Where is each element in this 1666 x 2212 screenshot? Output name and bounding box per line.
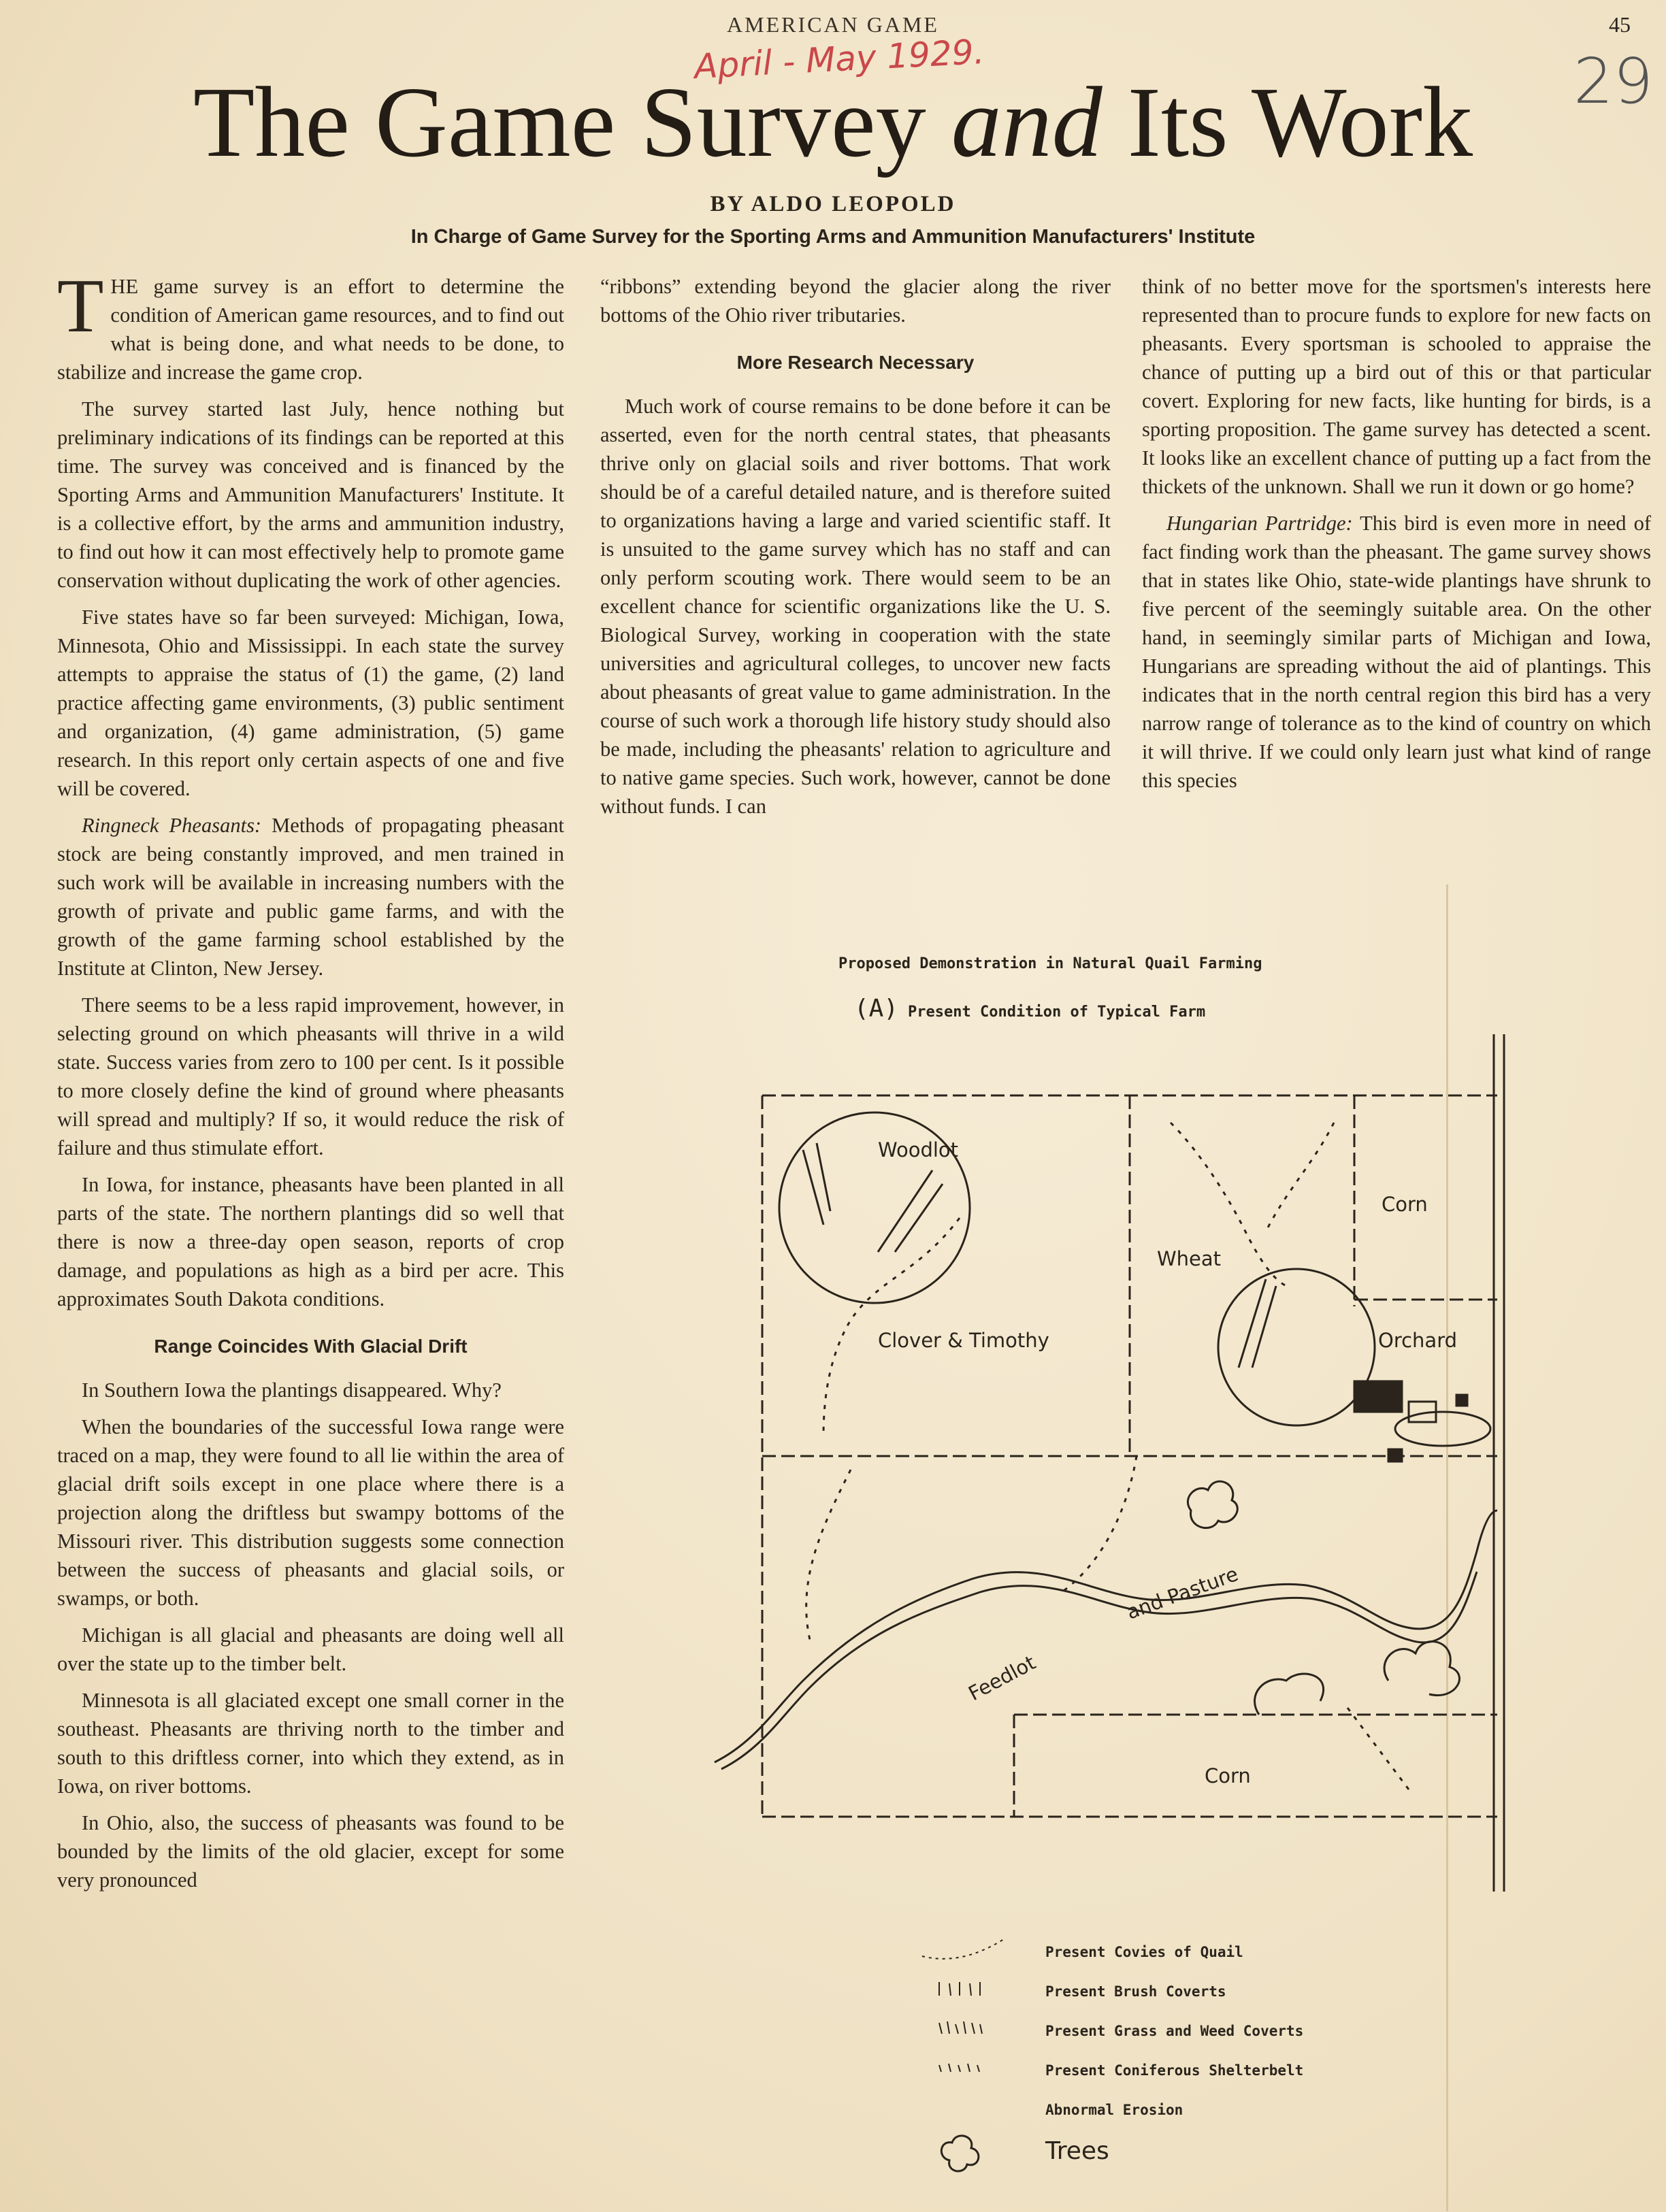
handwritten-page-note: 29 [1573, 45, 1654, 118]
article-column-1 [57, 264, 564, 1902]
map-label-woodlot: Woodlot [878, 1138, 959, 1161]
paragraph: There seems to be a less rapid improvement, however, in selecting ground on which pheasants will thrive in a wild state. Success varies from zero to 100 per cent. Is it possible to more closely define the kind of ground where pheasants will spread and multiply? If so, it would reduce the risk of failure and thus stimulate effort. [57, 993, 564, 1159]
map-label-corn-top: Corn [1382, 1193, 1428, 1216]
driveway-loop [1395, 1412, 1490, 1446]
section-heading: More Research Necessary [736, 352, 975, 373]
paragraph [57, 811, 564, 983]
legend-label: Present Covies of Quail [1045, 1944, 1243, 1960]
drop-cap: T [57, 264, 104, 348]
title-and: and [951, 67, 1102, 178]
page-number: 45 [1609, 12, 1631, 37]
author-subtitle: In Charge of Game Survey for the Sporting Arms and Ammunition Manufacturers' Institute [410, 226, 1256, 248]
map-label-pasture: and Pasture [1123, 1562, 1241, 1624]
paragraph: Five states have so far been surveyed: Michigan, Iowa, Minnesota, Ohio and Mississippi. In each state the survey attempts to appraise the status of (1) the game, (2) land practice affecting game environments, (3) public sentiment and organization, (4) game administration, (5) game research. In this report only certain aspects of one and five will be covered. [57, 606, 564, 800]
legend-row [919, 1936, 1409, 1975]
paragraph-text: This bird is even more in need of fact finding work than the pheasant. The game survey shows that in states like Ohio, state-wide plantings have shrunk to five percent of the seemingly suitable area. On the other hand, in seemingly similar parts of Michigan and Iowa, Hungarians are spreading without the aid of plantings. This indicates that in the north central region this bird has a very narrow range of tolerance as to the kind of country on which it will thrive. If we could only learn just what kind of range this species [1142, 512, 1651, 792]
map-sub-title: Present Condition of Typical Farm [908, 1004, 1206, 1021]
paragraph: “ribbons” extending beyond the glacier along the river bottoms of the Ohio river tributaries. [600, 275, 1111, 327]
map-label-clover: Clover & Timothy [878, 1329, 1049, 1352]
paragraph-text: HE game survey is an effort to determine the condition of American game resources, and to find out what is being done, and what needs to be done, to stabilize and increase the game crop. [57, 275, 564, 384]
paragraph: The survey started last July, hence nothing but preliminary indications of its findings can be reported at this time. The survey was conceived and is financed by the Sporting Arms and Ammunition Manufacturers' Institute. It is a collective effort, by the arms and ammunition industry, to find out how it can most effectively help to promote game conservation without duplicating the work of other agencies. [57, 397, 564, 592]
map-label-corn-bottom: Corn [1205, 1764, 1251, 1787]
paragraph-lead: Ringneck Pheasants: [82, 814, 262, 837]
trees-legend-icon [919, 2133, 1014, 2181]
stream-line [721, 1572, 1477, 1769]
trees-right [1384, 1642, 1459, 1696]
farm-building [1456, 1395, 1467, 1406]
map-title: Proposed Demonstration in Natural Quail Farming [838, 955, 1262, 972]
map-legend [919, 1936, 1409, 2181]
paragraph: think of no better move for the sportsmen's interests here represented than to procure funds to explore for new facts on pheasants. Every sportsman is schooled to appraise the chance of putting up a bird out of this or that particular covert. Exploring for new facts, like hunting for birds, is a sporting proposition. The game survey has detected a scent. It looks like an excellent chance of putting up a fact from the thickets of the unknown. Shall we run it down or go home? [1142, 275, 1651, 498]
legend-label: Abnormal Erosion [1045, 2102, 1183, 2118]
legend-row [919, 1975, 1409, 2015]
map-label-feedlot: Feedlot [964, 1651, 1040, 1706]
clover-patch [1188, 1481, 1237, 1528]
trees-mid [1255, 1674, 1324, 1715]
paragraph: Much work of course remains to be done before it can be asserted, even for the north central states, that pheasants thrive only on glacial soils and river bottoms. That work should be of a careful detailed nature, and is therefore suited to organizations having a large and varied scientific staff. It is unsuited to the game survey which has no staff and can only perform scouting work. There would seem to be an excellent chance for scientific organizations like the U. S. Biological Survey, working in cooperation with the state universities and agricultural colleges, to uncover new facts about pheasants of great value to game administration. In the course of such work a thorough life history study should also be made, including the pheasants' relation to agriculture and to native game species. Such work, however, cannot be done without funds. I can [600, 395, 1111, 818]
stream-line [715, 1511, 1497, 1762]
legend-row [919, 2133, 1409, 2181]
title-part-2: Its Work [1127, 67, 1473, 178]
legend-row [919, 2054, 1409, 2094]
paragraph: Michigan is all glacial and pheasants are doing well all over the state up to the timber belt. [57, 1623, 564, 1675]
legend-label: Trees [1045, 2137, 1109, 2165]
paragraph: In Iowa, for instance, pheasants have been planted in all parts of the state. The northern plantings did so well that there is now a three-day open season, reports of crop damage, and populations as high as a bird per acre. This approximates South Dakota conditions. [57, 1173, 564, 1310]
paragraph: Minnesota is all glaciated except one small corner in the southeast. Pheasants are thriving north to the timber and south to this driftless corner, into which they extend, as in Iowa, on river bottoms. [57, 1689, 564, 1798]
paragraph-text: Methods of propagating pheasant stock are being constantly improved, and men trained in such work will be available in increasing numbers with the growth of private and public game farms, and with the growth of the game farming school established by the Institute at Clinton, New Jersey. [57, 814, 564, 980]
brush-legend-icon [919, 1975, 1014, 2002]
running-head: AMERICAN GAME [727, 12, 939, 37]
grass-legend-icon [919, 2015, 1014, 2042]
farm-building [1354, 1381, 1402, 1412]
map-label-orchard: Orchard [1378, 1329, 1458, 1352]
orchard-range-circle [1218, 1269, 1375, 1425]
legend-label: Present Grass and Weed Coverts [1045, 2023, 1304, 2039]
section-heading: Range Coincides With Glacial Drift [154, 1336, 468, 1357]
map-label-wheat: Wheat [1157, 1247, 1222, 1270]
article-column-2 [600, 272, 1111, 829]
byline: BY ALDO LEOPOLD [710, 192, 956, 216]
handwritten-date-note: April - May 1929. [693, 31, 985, 87]
article-title [0, 63, 1666, 184]
map-sub-label: (A) [854, 995, 899, 1023]
farm-map [701, 1034, 1518, 1905]
legend-row [919, 2094, 1409, 2133]
paragraph-lead: Hungarian Partridge: [1166, 512, 1353, 535]
paragraph: In Southern Iowa the plantings disappeared. Why? [82, 1379, 502, 1402]
farm-building [1388, 1449, 1402, 1462]
paragraph: When the boundaries of the successful Iowa range were traced on a map, they were found to all lie within the area of glacial drift soils except in one place where there is a projection along the driftless but swampy bottoms of the Missouri river. This distribution suggests some connection between the success of pheasants and glacial soils, or swamps, or both. [57, 1415, 564, 1610]
map-subtitle [854, 995, 1205, 1023]
paragraph [57, 264, 564, 386]
covey-legend-icon [919, 1936, 1014, 1963]
shelterbelt-legend-icon [919, 2054, 1014, 2081]
paragraph: In Ohio, also, the success of pheasants was found to be bounded by the limits of the old glacier, except for some very pronounced [57, 1811, 564, 1892]
legend-row [919, 2015, 1409, 2054]
article-column-3 [1142, 272, 1651, 803]
legend-label: Present Brush Coverts [1045, 1983, 1226, 2000]
orchard-hatch [1239, 1279, 1276, 1368]
legend-label: Present Coniferous Shelterbelt [1045, 2062, 1304, 2079]
paragraph [1142, 509, 1651, 795]
title-part-1: The Game Survey [193, 67, 926, 178]
